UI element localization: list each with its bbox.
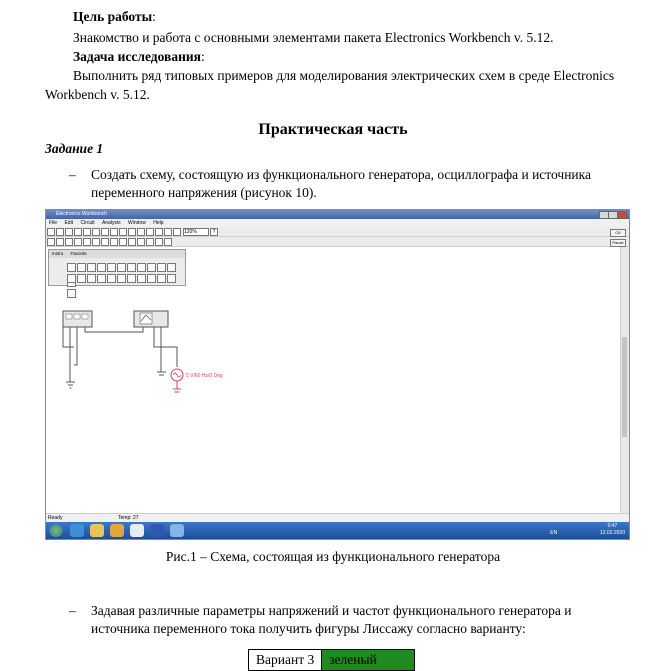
bullet2-marker: – bbox=[69, 603, 76, 618]
tray-date: 12.02.2020 bbox=[599, 530, 625, 536]
palette-item-icon[interactable] bbox=[157, 274, 166, 283]
palette-item-icon[interactable] bbox=[77, 274, 86, 283]
task-text-line2: Workbench v. 5.12. bbox=[45, 87, 150, 102]
print-icon[interactable] bbox=[74, 228, 82, 236]
palette-item-icon[interactable] bbox=[127, 274, 136, 283]
scroll-thumb[interactable] bbox=[622, 337, 627, 437]
palette-item-icon[interactable] bbox=[87, 274, 96, 283]
digital-icon[interactable] bbox=[128, 238, 136, 246]
bullet2-line2: источника переменного тока получить фигуры Лиссажу согласно варианту: bbox=[91, 621, 526, 636]
menu-analysis[interactable]: Analysis bbox=[102, 220, 121, 226]
source-icon[interactable] bbox=[56, 238, 64, 246]
windows-taskbar bbox=[46, 522, 629, 539]
tray-time: 0:47 bbox=[607, 523, 618, 529]
palette-item-icon[interactable] bbox=[117, 274, 126, 283]
tray-clock bbox=[600, 523, 625, 537]
system-tray bbox=[550, 523, 625, 537]
variant-value: зеленый bbox=[322, 650, 415, 671]
bullet1-line1: Создать схему, состоящую из функционального генератора, осциллографа и источника bbox=[91, 167, 591, 182]
zoom-select[interactable]: 120% bbox=[183, 228, 209, 236]
menu-file[interactable]: File bbox=[49, 220, 58, 226]
palette-tab-instru[interactable]: Instru bbox=[52, 251, 64, 256]
palette-tab-favorite[interactable]: Favorite bbox=[70, 251, 87, 256]
diode-icon[interactable] bbox=[74, 238, 82, 246]
indicator-icon[interactable] bbox=[137, 238, 145, 246]
explorer-icon[interactable] bbox=[90, 524, 104, 537]
menu-edit[interactable]: Edit bbox=[64, 220, 74, 226]
pause-button[interactable]: Pause bbox=[610, 239, 626, 247]
toolbar-parts bbox=[46, 237, 629, 247]
status-bar bbox=[46, 513, 629, 522]
task-heading: Задача исследования bbox=[73, 49, 201, 64]
menu-help[interactable]: Help bbox=[153, 220, 164, 226]
task-text-line1: Выполнить ряд типовых примеров для моделирования электрических схем в среде Electronics bbox=[73, 68, 615, 83]
goal-colon: : bbox=[152, 9, 156, 24]
power-switch[interactable]: O/I bbox=[610, 229, 626, 237]
control-icon[interactable] bbox=[146, 238, 154, 246]
help-button[interactable]: ? bbox=[210, 228, 218, 236]
palette-tabs bbox=[49, 250, 185, 258]
zoom-out-icon[interactable] bbox=[173, 228, 181, 236]
goal-text: Знакомство и работа с основными элементами пакета Electronics Workbench v. 5.12. bbox=[73, 30, 554, 45]
logic-gate-icon[interactable] bbox=[119, 238, 127, 246]
paste-icon[interactable] bbox=[101, 228, 109, 236]
mixed-ic-icon[interactable] bbox=[101, 238, 109, 246]
zoom-in-icon[interactable] bbox=[164, 228, 172, 236]
copy-icon[interactable] bbox=[92, 228, 100, 236]
menu-window[interactable]: Window bbox=[128, 220, 146, 226]
bullet1-line2: переменного напряжения (рисунок 10). bbox=[91, 185, 317, 200]
vertical-scrollbar[interactable] bbox=[620, 247, 629, 513]
ewb-screenshot bbox=[45, 209, 630, 540]
goal-heading: Цель работы bbox=[73, 9, 153, 24]
save-icon[interactable] bbox=[65, 228, 73, 236]
palette-item-icon[interactable] bbox=[67, 274, 76, 283]
variant-table bbox=[248, 649, 415, 671]
toolbar-main bbox=[46, 227, 629, 237]
variant-row bbox=[249, 650, 415, 671]
start-icon[interactable] bbox=[49, 524, 63, 537]
bullet2-line1: Задавая различные параметры напряжений и частот функционального генератора и bbox=[91, 603, 572, 618]
instruments-palette bbox=[48, 249, 186, 286]
subcircuit-icon[interactable] bbox=[146, 228, 154, 236]
palette-item-icon[interactable] bbox=[147, 274, 156, 283]
flip-v-icon[interactable] bbox=[128, 228, 136, 236]
palette-row-2 bbox=[67, 271, 185, 301]
menubar bbox=[46, 219, 629, 227]
ewb-task-icon[interactable] bbox=[170, 524, 184, 537]
media-icon[interactable] bbox=[110, 524, 124, 537]
analog-ic-icon[interactable] bbox=[92, 238, 100, 246]
word-icon[interactable] bbox=[150, 524, 164, 537]
window-titlebar bbox=[46, 210, 629, 219]
chrome-icon[interactable] bbox=[130, 524, 144, 537]
tray-lang[interactable]: EN bbox=[550, 530, 558, 536]
palette-item-icon[interactable] bbox=[67, 289, 76, 298]
task-colon: : bbox=[200, 49, 205, 64]
graph-icon[interactable] bbox=[155, 228, 163, 236]
source-label: 5 V/60 Hz/0 Deg bbox=[186, 373, 223, 379]
status-temp: Temp: 27 bbox=[118, 515, 139, 521]
parts-icon[interactable] bbox=[47, 238, 55, 246]
figure-caption: Рис.1 – Схема, состоящая из функционального генератора bbox=[165, 549, 501, 564]
transistor-icon[interactable] bbox=[83, 238, 91, 246]
instruments-icon[interactable] bbox=[164, 238, 172, 246]
misc-icon[interactable] bbox=[155, 238, 163, 246]
digital-ic-icon[interactable] bbox=[110, 238, 118, 246]
task-heading-line bbox=[73, 49, 205, 65]
flip-h-icon[interactable] bbox=[119, 228, 127, 236]
basic-icon[interactable] bbox=[65, 238, 73, 246]
close-icon[interactable] bbox=[617, 211, 627, 219]
palette-item-icon[interactable] bbox=[167, 274, 176, 283]
status-ready: Ready bbox=[48, 515, 63, 521]
goal-heading-line bbox=[73, 9, 156, 25]
section-title: Практическая часть bbox=[258, 121, 408, 138]
ie-icon[interactable] bbox=[70, 524, 84, 537]
palette-item-icon[interactable] bbox=[137, 274, 146, 283]
properties-icon[interactable] bbox=[137, 228, 145, 236]
open-icon[interactable] bbox=[56, 228, 64, 236]
variant-label: Вариант 3 bbox=[249, 650, 322, 671]
new-icon[interactable] bbox=[47, 228, 55, 236]
bullet1-marker: – bbox=[69, 167, 76, 182]
palette-item-icon[interactable] bbox=[107, 274, 116, 283]
menu-circuit[interactable]: Circuit bbox=[80, 220, 95, 226]
palette-item-icon[interactable] bbox=[97, 274, 106, 283]
rotate-icon[interactable] bbox=[110, 228, 118, 236]
cut-icon[interactable] bbox=[83, 228, 91, 236]
assignment-title: Задание 1 bbox=[45, 141, 104, 156]
window-title: Electronics Workbench bbox=[56, 211, 108, 217]
